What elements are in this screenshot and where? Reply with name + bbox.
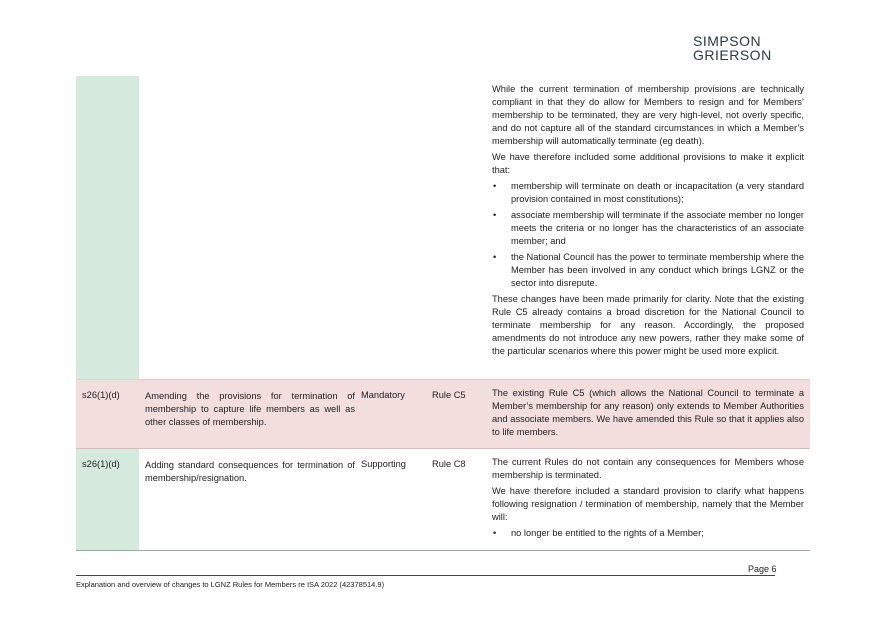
commentary-paragraph: We have therefore included a standard provision to clarify what happens following resignation / termination of membership, namely that the Member will:: [492, 486, 804, 522]
rule-cell: Rule C5: [432, 390, 466, 400]
commentary-paragraph: The existing Rule C5 (which allows the National Council to terminate a Member’s membership for any reason) only extends to Member Authorities and associate members. We have amended this Rule so that it applies also to life members.: [492, 388, 804, 437]
ref-cell: s26(1)(d): [76, 449, 139, 550]
commentary-paragraph: While the current termination of membership provisions are technically compliant in that they do allow for Members to resign and for Members’ membership to be terminated, they are very high-level, not overly specific, and do not capture all of the standard circumstances in which a Member’s membership will automatically terminate (eg death).: [492, 84, 804, 146]
logo-line-1: SIMPSON: [693, 33, 762, 49]
table-row: [76, 379, 810, 449]
commentary-list: [492, 180, 804, 290]
page-number: Page 6: [748, 564, 777, 574]
list-item: • associate membership will terminate if the associate member no longer meets the criteria or no longer has the characteristics of an associate member; and: [492, 209, 804, 248]
commentary-paragraph: The current Rules do not contain any consequences for Members whose membership is terminated.: [492, 457, 804, 480]
footer-divider: [76, 575, 775, 576]
simpson-grierson-logo: [693, 34, 783, 62]
description-cell: Amending the provisions for termination of membership to capture life members as well as other classes of membership.: [145, 391, 355, 427]
table-row: [76, 449, 810, 551]
commentary-cell: [492, 83, 804, 361]
footer-text: Explanation and overview of changes to LGNZ Rules for Members re ISA 2022 (42378514.9): [76, 580, 385, 589]
rule-cell: Rule C8: [432, 459, 466, 469]
table-row: [76, 76, 810, 379]
list-item: • no longer be entitled to the rights of a Member;: [492, 527, 804, 540]
commentary-cell: [492, 387, 804, 442]
list-item: • membership will terminate on death or incapacitation (a very standard provision contained in most constitutions);: [492, 180, 804, 206]
ref-cell: [76, 76, 139, 379]
description-cell: Adding standard consequences for termination of membership/resignation.: [145, 460, 355, 483]
list-item: • the National Council has the power to terminate membership where the Member has been involved in any conduct which brings LGNZ or the sector into disrepute.: [492, 251, 804, 290]
commentary-cell: [492, 456, 804, 543]
commentary-list: [492, 527, 804, 540]
ref-cell: s26(1)(d): [76, 380, 139, 448]
changes-table: [76, 76, 810, 551]
commentary-paragraph: These changes have been made primarily for clarity. Note that the existing Rule C5 already contains a broad discretion for the National Council to terminate membership for any reason. Accordingly, the proposed amendments do not introduce any new powers, rather they make some of the particular scenarios where this power might be used more explicit.: [492, 294, 804, 356]
logo-line-2: GRIERSON: [693, 47, 772, 63]
type-cell: Mandatory: [361, 390, 405, 400]
type-cell: Supporting: [361, 459, 406, 469]
commentary-paragraph: We have therefore included some additional provisions to make it explicit that:: [492, 152, 804, 175]
